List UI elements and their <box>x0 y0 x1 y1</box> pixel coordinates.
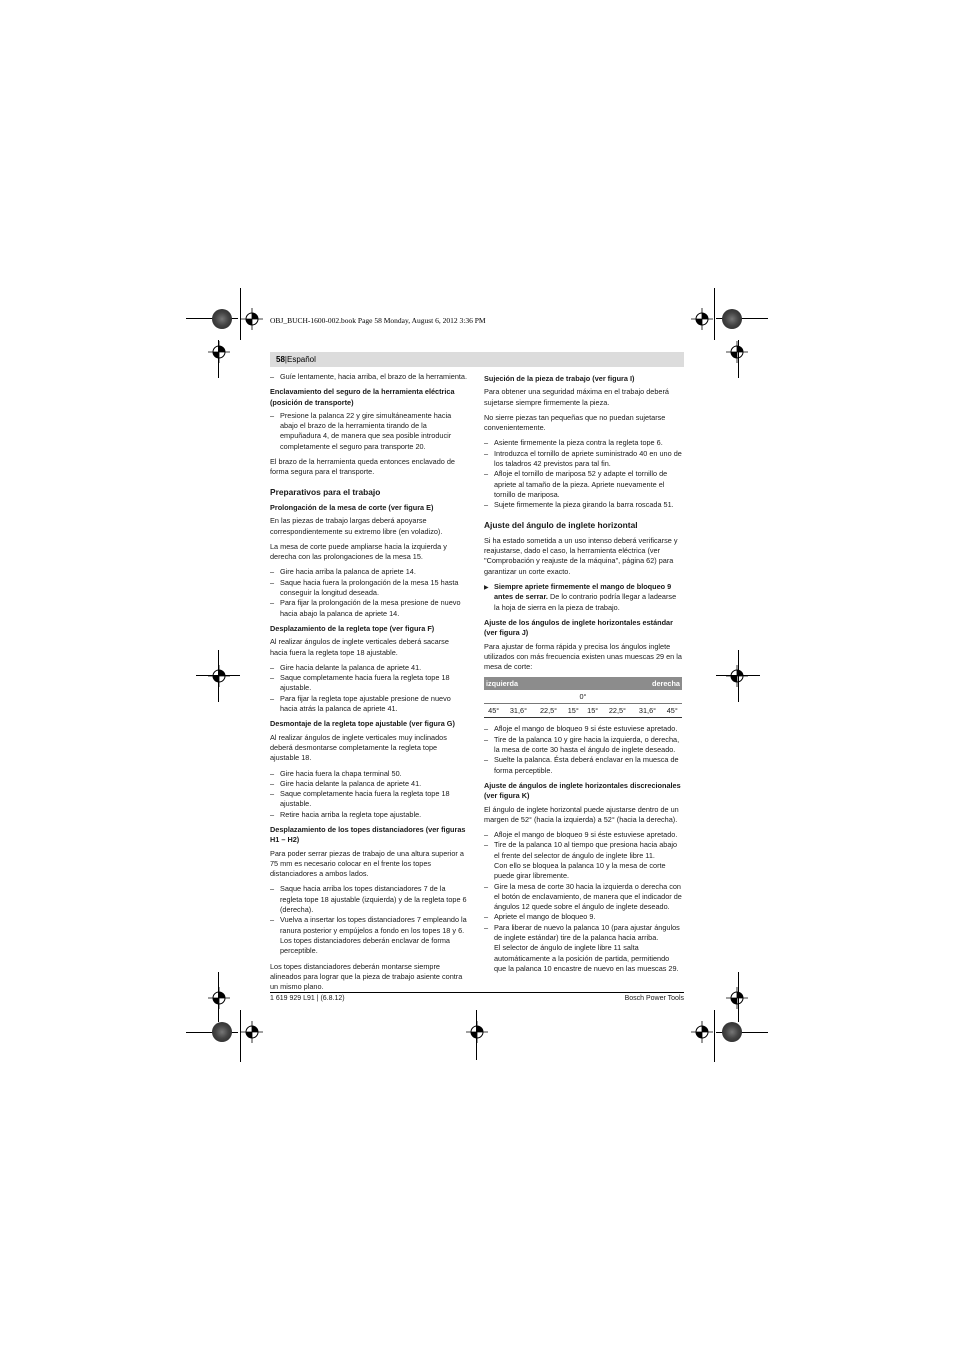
list-item: – Para fijar la prolongación de la mesa presione de nuevo hacia abajo la palanca de apriete 14. <box>270 598 468 619</box>
table-cell-center: 0° <box>484 690 682 704</box>
table-row <box>484 704 682 718</box>
warning-bold: Siempre apriete firmemente el mango de bloqueo 9 antes de serrar. <box>494 582 672 602</box>
color-wheel-icon <box>212 1022 232 1042</box>
page-header-band <box>270 352 684 367</box>
paragraph: Para obtener una seguridad máxima en el trabajo deberá sujetarse siempre firmemente la pieza. <box>484 387 669 407</box>
registration-target-icon <box>208 341 230 363</box>
list-item <box>484 840 682 881</box>
table-row <box>484 690 682 704</box>
section-heading: Ajuste del ángulo de inglete horizontal <box>484 519 638 530</box>
table-cell: 15° <box>583 704 602 718</box>
paragraph: El ángulo de inglete horizontal puede ajustarse dentro de un margen de 52° (hacia la izquierda) a 52° (hacia la derecha). <box>484 804 679 824</box>
footer-rule <box>270 992 684 993</box>
list-item: – Gire hacia delante la palanca de apriete 41. <box>270 779 468 789</box>
bullet-list <box>484 438 682 510</box>
bullet-list <box>270 663 468 714</box>
registration-target-icon <box>241 1021 263 1043</box>
paragraph: Al realizar ángulos de inglete verticales deberá sacarse hacia fuera la regleta tope 18 ajustable. <box>270 637 449 657</box>
color-wheel-icon <box>212 309 232 329</box>
list-item: – Para fijar la regleta tope ajustable presione de nuevo hacia atrás la palanca de apriete 41. <box>270 694 468 715</box>
list-item: – Sujete firmemente la pieza girando la barra roscada 51. <box>484 500 682 510</box>
paragraph: No sierre piezas tan pequeñas que no puedan sujetarse convenientemente. <box>484 412 666 433</box>
header-language: Español <box>286 355 316 364</box>
paragraph: Para poder serrar piezas de trabajo de una altura superior a 75 mm es necesario colocar en el frente los topes distanciadores a ambos lados. <box>270 848 464 879</box>
list-item: – Afloje el mango de bloqueo 9 si éste estuviese apretado. <box>484 830 682 840</box>
warning-list <box>484 582 682 613</box>
section-title: Ajuste de los ángulos de inglete horizontales estándar (ver figura J) <box>484 617 673 638</box>
section-title: Enclavamiento del seguro de la herramienta eléctrica (posición de transporte) <box>270 387 455 407</box>
registration-target-icon <box>691 308 713 330</box>
table-cell: 15° <box>564 704 583 718</box>
bullet-list <box>484 724 682 775</box>
list-item: – Afloje el mango de bloqueo 9 si éste estuviese apretado. <box>484 724 682 734</box>
header-separator: | <box>284 355 287 364</box>
list-item: – Apriete el mango de bloqueo 9. <box>484 912 682 922</box>
footer-code: 1 619 929 L91 | (6.8.12) <box>270 995 345 1002</box>
table-head-right: derecha <box>583 677 682 690</box>
bullet-list <box>270 769 468 820</box>
section-title: Desmontaje de la regleta tope ajustable (ver figura G) <box>270 719 455 729</box>
registration-target-icon <box>691 1021 713 1043</box>
list-item-text: Tire de la palanca 10 al tiempo que presiona hacia abajo el frente del selector de ángulo de inglete libre 11. <box>494 840 678 860</box>
list-item: – Saque completamente hacia fuera la regleta tope 18 ajustable. <box>270 673 468 694</box>
list-item: – Retire hacia arriba la regleta tope ajustable. <box>270 810 468 820</box>
list-item: – Saque hacia arriba los topes distanciadores 7 de la regleta tope 18 ajustable (izquierda) y de la regleta tope 6 (derecha). <box>270 884 468 915</box>
table-header-row <box>484 677 682 690</box>
bullet-list <box>270 884 468 956</box>
list-item-text: Con ello se bloquea la palanca 10 y la mesa de corte puede girar libremente. <box>494 860 666 881</box>
warning-text: De lo contrario podría llegar a ladearse la hoja de sierra en la pieza de trabajo. <box>494 592 677 612</box>
list-item: – Suelte la palanca. Ésta deberá enclavar en la muesca de forma perceptible. <box>484 755 682 776</box>
registration-target-icon <box>726 987 748 1009</box>
bullet-list <box>270 567 468 618</box>
paragraph: La mesa de corte puede ampliarse hacia la izquierda y derecha con las prolongaciones de la mesa 15. <box>270 541 447 562</box>
page-header <box>276 355 316 364</box>
registration-target-icon <box>466 1021 488 1043</box>
registration-target-icon <box>208 987 230 1009</box>
list-item: – Gire hacia arriba la palanca de apriete 14. <box>270 567 468 577</box>
paragraph: Los topes distanciadores deberán montarse siempre alineados para lograr que la pieza de trabajo asiente contra un mismo plano. <box>270 961 463 992</box>
color-wheel-icon <box>722 309 742 329</box>
table-cell: 22,5° <box>533 704 563 718</box>
registration-target-icon <box>726 341 748 363</box>
paragraph: En las piezas de trabajo largas deberá apoyarse correspondientemente su extremo libre (en voladizo). <box>270 516 443 536</box>
paragraph: Si ha estado sometida a un uso intenso deberá verificarse y reajustarse, dado el caso, la herramienta eléctrica (ver "Comprobación y reajuste de la máquina", página 62) para garantizar un corte exacto. <box>484 535 678 576</box>
file-header: OBJ_BUCH-1600-002.book Page 58 Monday, August 6, 2012 3:36 PM <box>270 316 486 325</box>
section-title: Prolongación de la mesa de corte (ver figura E) <box>270 502 434 512</box>
table-cell: 22,5° <box>602 704 632 718</box>
list-item: – Tire de la palanca 10 y gire hacia la izquierda, o derecha, la mesa de corte 30 hasta el ángulo de inglete deseado. <box>484 735 682 756</box>
section-title: Desplazamiento de los topes distanciadores (ver figuras H1 – H2) <box>270 824 466 845</box>
section-title: Sujeción de la pieza de trabajo (ver figura I) <box>484 374 635 383</box>
bullet-list <box>270 372 468 382</box>
registration-target-icon <box>241 308 263 330</box>
color-wheel-icon <box>722 1022 742 1042</box>
right-column <box>484 372 682 979</box>
list-item: – Vuelva a insertar los topes distanciadores 7 empleando la ranura posterior y empújelos a fondo en los topes 18 y 6. Los topes distanciadores deberán enclavar de forma perceptible. <box>270 915 468 956</box>
section-heading: Preparativos para el trabajo <box>270 486 381 497</box>
list-item: – Gire hacia fuera la chapa terminal 50. <box>270 769 468 779</box>
section-title: Desplazamiento de la regleta tope (ver figura F) <box>270 623 435 633</box>
warning-item <box>484 582 682 613</box>
list-item <box>484 923 682 974</box>
list-item: – Guíe lentamente, hacia arriba, el brazo de la herramienta. <box>270 372 468 382</box>
bullet-list <box>484 830 682 974</box>
table-cell: 31,6° <box>503 704 533 718</box>
list-item-text: Para liberar de nuevo la palanca 10 (para ajustar ángulos de inglete estándar) tire de la palanca hacia arriba. <box>494 922 680 943</box>
list-item: – Introduzca el tornillo de apriete suministrado 40 en uno de los taladros 42 previstos para tal fin. <box>484 449 682 470</box>
list-item: – Gire la mesa de corte 30 hacia la izquierda o derecha con el botón de enclavamiento, de manera que el indicador de ángulos 12 quede sobre el ángulo de inglete deseado. <box>484 882 682 913</box>
list-item: – Saque hacia fuera la prolongación de la mesa 15 hasta conseguir la longitud deseada. <box>270 578 468 599</box>
list-item-text: El selector de ángulo de inglete libre 11 salta automáticamente a la posición de partida, permitiendo que la palanca 10 encastre de nuevo en las muescas 29. <box>494 943 679 973</box>
paragraph: Al realizar ángulos de inglete verticales muy inclinados deberá desmontarse completamente la regleta tope ajustable 18. <box>270 732 447 763</box>
miter-angle-table <box>484 677 682 718</box>
list-item: – Asiente firmemente la pieza contra la regleta tope 6. <box>484 438 682 448</box>
list-item: – Gire hacia delante la palanca de apriete 41. <box>270 663 468 673</box>
registration-target-icon <box>726 665 748 687</box>
table-cell: 31,6° <box>632 704 662 718</box>
registration-target-icon <box>208 665 230 687</box>
table-cell: 45° <box>484 704 503 718</box>
table-cell: 45° <box>663 704 682 718</box>
footer-brand: Bosch Power Tools <box>624 995 684 1002</box>
list-item: – Saque completamente hacia fuera la regleta tope 18 ajustable. <box>270 789 468 810</box>
page-number: 58 <box>276 355 285 364</box>
paragraph: El brazo de la herramienta queda entonces enclavado de forma segura para el transporte. <box>270 457 455 477</box>
left-column <box>270 372 468 997</box>
bullet-list <box>270 411 468 452</box>
list-item: – Presione la palanca 22 y gire simultáneamente hacia abajo el brazo de la herramienta tirando de la empuñadura 4, de manera que sea posible introducir completamente el seguro para transporte 20. <box>270 411 468 452</box>
section-title: Ajuste de ángulos de inglete horizontales discrecionales (ver figura K) <box>484 780 681 801</box>
table-head-left: izquierda <box>484 677 583 690</box>
paragraph: Para ajustar de forma rápida y precisa los ángulos inglete utilizados con más frecuencia existen unas muescas 29 en la mesa de corte: <box>484 641 682 672</box>
list-item: – Afloje el tornillo de mariposa 52 y adapte el tornillo de apriete al tamaño de la pieza. Apriete nuevamente el tornillo de mariposa. <box>484 469 682 500</box>
